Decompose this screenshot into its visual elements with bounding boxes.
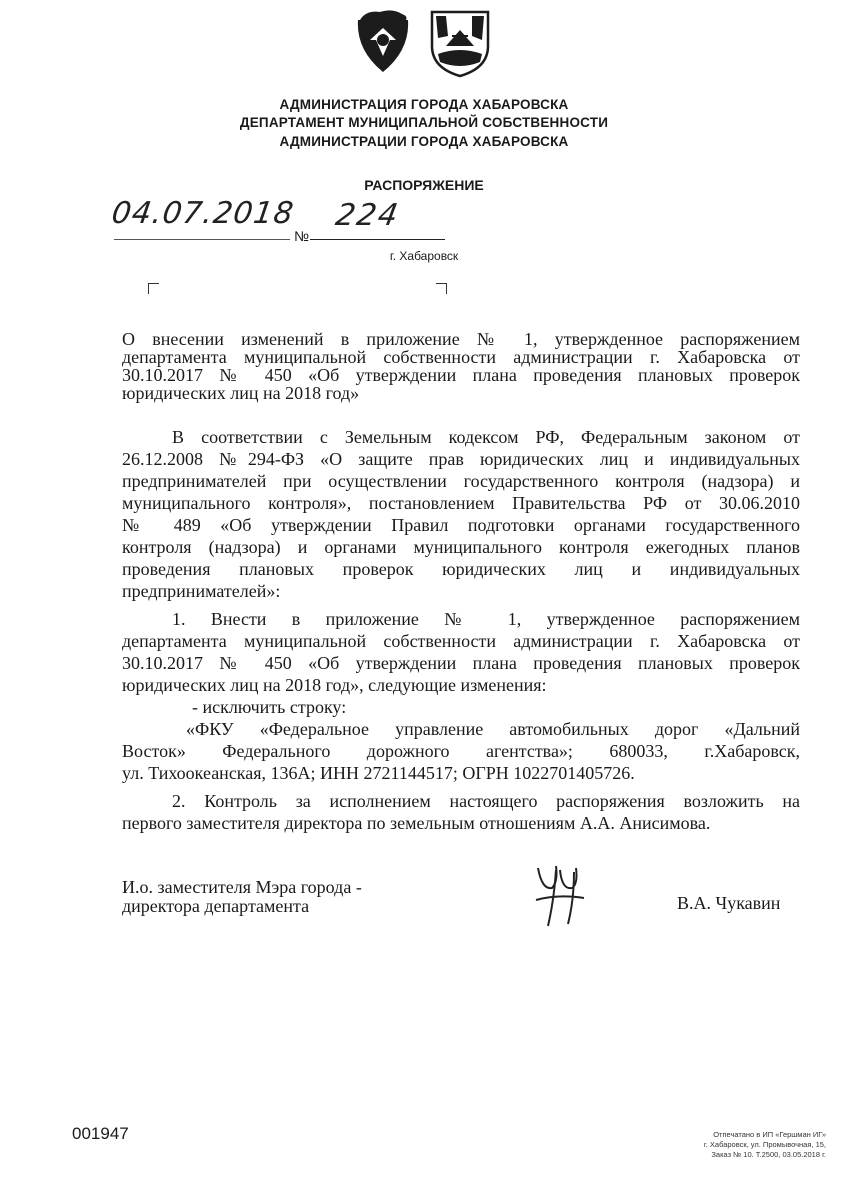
item-2-line: 2. Контроль за исполнением настоящего распоряжения возложить на [172, 791, 800, 811]
item-2-line: первого заместителя директора по земельным отношениям А.А. Анисимова. [122, 813, 711, 833]
subject-line: 30.10.2017 № 450 «Об утверждении плана проведения плановых проверок [122, 365, 800, 385]
handwritten-signature [528, 860, 588, 930]
preamble-block [122, 426, 800, 602]
preamble-line: № 489 «Об утверждении Правил подготовки органами государственного [122, 515, 800, 535]
item-1-line: юридических лиц на 2018 год», следующие изменения: [122, 675, 547, 695]
signatory-title-line: директора департамента [122, 896, 310, 916]
preamble-line: муниципального контроля», постановлением Правительства РФ от 30.06.2010 [122, 493, 800, 513]
number-sign: № [294, 228, 310, 244]
preamble-line: В соответствии с Земельным кодексом РФ, Федеральным законом от [172, 427, 800, 447]
excluded-row-line: ул. Тихоокеанская, 136А; ИНН 2721144517; ОГРН 1022701405726. [122, 763, 635, 783]
form-serial-number: 001947 [72, 1124, 129, 1143]
signatory-name: В.А. Чукавин [677, 893, 781, 913]
subject-bracket-right [436, 283, 447, 294]
document-title: РАСПОРЯЖЕНИЕ [364, 177, 484, 193]
item-1-line: департамента муниципальной собственности администрации г. Хабаровска от [122, 631, 800, 651]
printer-imprint [704, 1130, 826, 1160]
subject-line: О внесении изменений в приложение № 1, утвержденное распоряжением [122, 329, 800, 349]
subject-block [122, 330, 800, 402]
subject-bracket-left [148, 283, 159, 294]
signatory-title [122, 878, 362, 916]
imprint-line: г. Хабаровск, ул. Промывочная, 15, [703, 1140, 826, 1149]
issue-city: г. Хабаровск [389, 249, 459, 263]
krai-coat-of-arms-icon [428, 6, 492, 78]
imprint-line: Заказ № 10. Т.2500, 03.05.2018 г. [711, 1150, 826, 1159]
preamble-line: контроля (надзора) и органами муниципального контроля ежегодных планов [122, 537, 800, 557]
date-underline [114, 239, 290, 240]
subject-line: департамента муниципальной собственности администрации г. Хабаровска от [122, 347, 800, 367]
header-line-1: АДМИНИСТРАЦИЯ ГОРОДА ХАБАРОВСКА [279, 97, 569, 112]
item-1-line: 30.10.2017 № 450 «Об утверждении плана проведения плановых проверок [122, 653, 800, 673]
item-1-line: 1. Внести в приложение № 1, утвержденное распоряжением [172, 609, 800, 629]
item-2-block [122, 790, 800, 834]
excluded-row-line: Восток» Федерального дорожного агентства»; 680033, г.Хабаровск, [122, 741, 800, 761]
preamble-line: предпринимателей»: [122, 581, 281, 601]
preamble-line: проведения плановых проверок юридических лиц и индивидуальных [122, 559, 800, 579]
city-coat-of-arms-icon [352, 6, 414, 76]
exclude-label: - исключить строку: [192, 697, 347, 717]
signatory-title-line: И.о. заместителя Мэра города - [122, 877, 362, 897]
number-underline [310, 239, 445, 240]
item-1-block [122, 608, 800, 784]
excluded-row-line: «ФКУ «Федеральное управление автомобильных дорог «Дальний [186, 719, 800, 739]
subject-line: юридических лиц на 2018 год» [122, 383, 360, 403]
document-date: 04.07.2018 [109, 196, 297, 231]
document-number: 224 [332, 198, 403, 233]
preamble-line: 26.12.2008 №294-ФЗ «О защите прав юридических лиц и индивидуальных [122, 449, 800, 469]
preamble-line: предпринимателей при осуществлении государственного контроля (надзора) и [122, 471, 800, 491]
imprint-line: Отпечатано в ИП «Гершман ИГ» [713, 1130, 826, 1139]
header-line-2: ДЕПАРТАМЕНТ МУНИЦИПАЛЬНОЙ СОБСТВЕННОСТИ [239, 115, 609, 130]
header-line-3: АДМИНИСТРАЦИИ ГОРОДА ХАБАРОВСКА [279, 134, 569, 149]
